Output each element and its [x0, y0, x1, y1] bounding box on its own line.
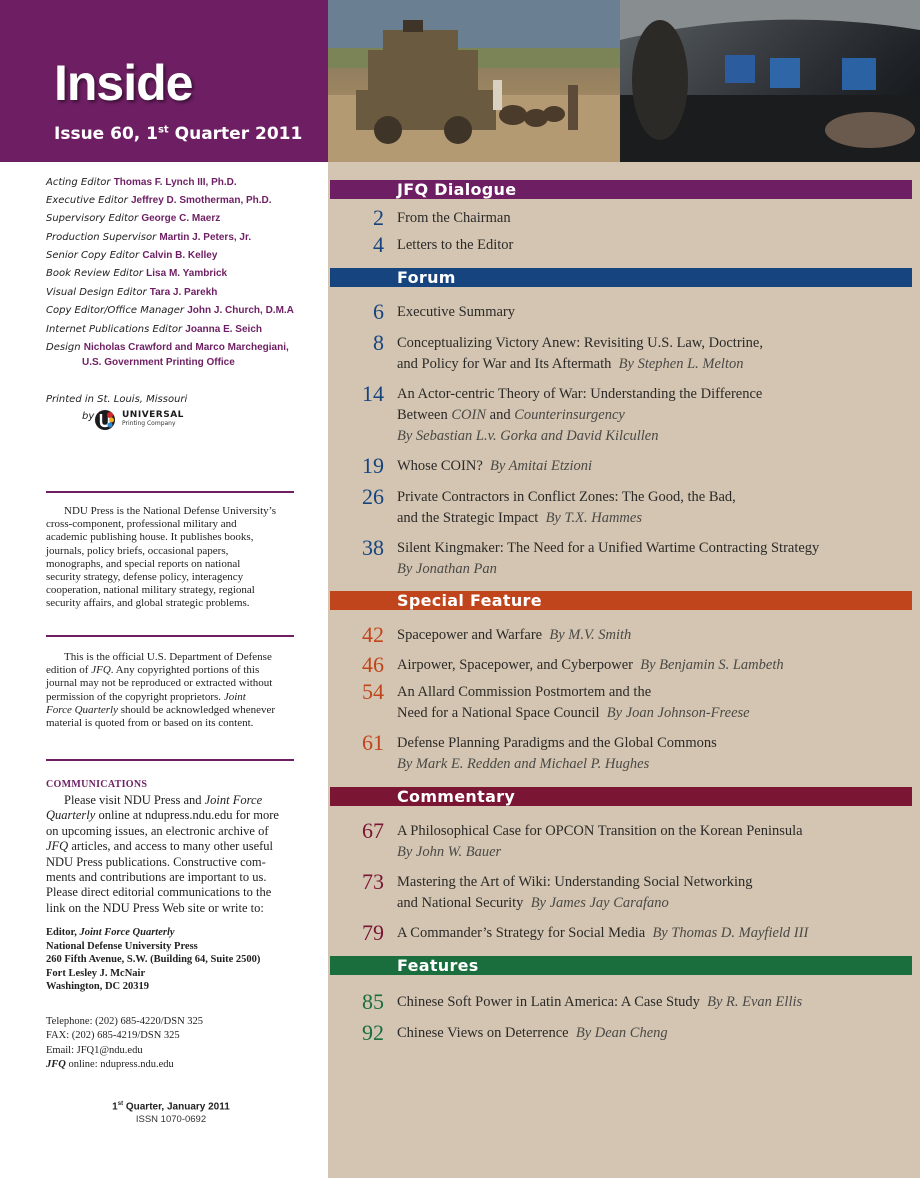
communications-heading: COMMUNICATIONS: [46, 779, 148, 790]
section-header-special-feature: Special Feature: [330, 591, 912, 610]
page-number: 38: [362, 535, 384, 560]
page-number: 8: [373, 330, 384, 355]
section-header-jfq-dialogue: JFQ Dialogue: [330, 180, 912, 199]
masthead-row: Senior Copy Editor Calvin B. Kelley: [46, 250, 218, 261]
printed-by: by: [82, 411, 95, 422]
universal-logo-icon: [94, 409, 116, 436]
page-number: 6: [373, 299, 384, 324]
toc-entry-title[interactable]: From the Chairman: [397, 210, 511, 226]
toc-entry-title-cont[interactable]: Between COIN and Counterinsurgency: [397, 407, 625, 423]
section-header-features: Features: [330, 956, 912, 975]
masthead-row: Executive Editor Jeffrey D. Smotherman, Ph.D.: [46, 195, 272, 206]
page-number: 4: [373, 232, 384, 257]
toc-entry-title-cont[interactable]: Need for a National Space Council By Joan Johnson-Freese: [397, 705, 750, 721]
page-number: 42: [362, 622, 384, 647]
logo-sub: Printing Company: [122, 420, 176, 427]
toc-entry-title[interactable]: A Philosophical Case for OPCON Transition on the Korean Peninsula: [397, 823, 803, 839]
communications-paragraph: Please visit NDU Press and Joint Force Quarterly online at ndupress.ndu.edu for more on upcoming issues, an electronic archive of JFQ articles, and access to many other useful NDU Press publications. Constructive com- ments and contributions are important to us. Please direct editorial communications to the link on the NDU Press Web site or write to:: [46, 793, 279, 915]
toc-entry-title[interactable]: Spacepower and Warfare By M.V. Smith: [397, 627, 632, 643]
toc-entry-title[interactable]: Conceptualizing Victory Anew: Revisiting U.S. Law, Doctrine,: [397, 335, 763, 351]
toc-entry-title[interactable]: Defense Planning Paradigms and the Global Commons: [397, 735, 717, 751]
toc-entry-title[interactable]: Chinese Views on Deterrence By Dean Cheng: [397, 1025, 668, 1041]
masthead-row: Supervisory Editor George C. Maerz: [46, 213, 221, 224]
toc-entry-title-cont[interactable]: and Policy for War and Its Aftermath By Stephen L. Melton: [397, 356, 744, 372]
logo-name: UNIVERSAL: [122, 410, 184, 420]
toc-entry-title[interactable]: Airpower, Spacepower, and Cyberpower By Benjamin S. Lambeth: [397, 657, 784, 673]
page-number: 2: [373, 205, 384, 230]
masthead-row-cont: U.S. Government Printing Office: [82, 357, 235, 368]
page-number: 73: [362, 869, 384, 894]
divider: [46, 491, 294, 493]
page-number: 92: [362, 1020, 384, 1045]
toc-entry-author: By Mark E. Redden and Michael P. Hughes: [397, 756, 650, 772]
about-paragraph: NDU Press is the National Defense University’s cross-component, professional military and academic publishing house. It publishes books, journals, policy briefs, occasional papers, monographs, and special reports on national security strategy, defense policy, interagency cooperation, national military strategy, regional security affairs, and global strategic problems.: [46, 505, 277, 610]
toc-entry-title[interactable]: An Actor-centric Theory of War: Understanding the Difference: [397, 386, 763, 402]
toc-entry-title[interactable]: A Commander’s Strategy for Social Media By Thomas D. Mayfield III: [397, 925, 809, 941]
masthead-row: Visual Design Editor Tara J. Parekh: [46, 287, 218, 298]
divider: [46, 635, 294, 637]
toc-entry-title-cont[interactable]: and National Security By James Jay Carafano: [397, 895, 669, 911]
photo-cockpit: [620, 0, 920, 162]
page-number: 54: [362, 679, 384, 704]
masthead-row: Book Review Editor Lisa M. Yambrick: [46, 268, 228, 279]
masthead-row: Production Supervisor Martin J. Peters, Jr.: [46, 232, 252, 243]
issn: ISSN 1070-0692: [135, 1114, 207, 1125]
page-number: 79: [362, 920, 384, 945]
toc-entry-title[interactable]: Private Contractors in Conflict Zones: The Good, the Bad,: [397, 489, 736, 505]
page-number: 14: [362, 381, 384, 406]
contact-info: Telephone: (202) 685-4220/DSN 325 FAX: (202) 685-4219/DSN 325 Email: JFQ1@ndu.edu JFQ online: ndupress.ndu.edu: [46, 1015, 203, 1073]
mailing-address: Editor, Joint Force Quarterly National Defense University Press 260 Fifth Avenue, S.W. (Building 64, Suite 2500) Fort Lesley J. McNair Washington, DC 20319: [46, 927, 261, 993]
toc-entry-title[interactable]: Mastering the Art of Wiki: Understanding Social Networking: [397, 874, 753, 890]
printed-line: Printed in St. Louis, Missouri: [46, 394, 188, 405]
toc-entry-author: By Jonathan Pan: [397, 561, 497, 577]
toc-entry-title[interactable]: Letters to the Editor: [397, 237, 514, 253]
page-number: 85: [362, 989, 384, 1014]
divider: [46, 759, 294, 761]
section-header-commentary: Commentary: [330, 787, 912, 806]
masthead-row: Internet Publications Editor Joanna E. Seich: [46, 324, 262, 335]
toc-entry-author: By John W. Bauer: [397, 844, 502, 860]
toc-entry-title[interactable]: Chinese Soft Power in Latin America: A Case Study By R. Evan Ellis: [397, 994, 803, 1010]
toc-entry-title-cont[interactable]: and the Strategic Impact By T.X. Hammes: [397, 510, 642, 526]
page-number: 19: [362, 453, 384, 478]
toc-entry-title[interactable]: Silent Kingmaker: The Need for a Unified Wartime Contracting Strategy: [397, 540, 820, 556]
official-paragraph: This is the official U.S. Department of Defense edition of JFQ. Any copyrighted portions of this journal may not be reproduced or extracted without permission of the copyright proprietors. Joint Force Quarterly should be acknowledged whenever material is quoted from or based on its content.: [46, 651, 276, 730]
page-number: 26: [362, 484, 384, 509]
page-number: 46: [362, 652, 384, 677]
issue-line: Issue 60, 1st Quarter 2011: [54, 124, 303, 144]
website-link[interactable]: JFQ online: ndupress.ndu.edu: [46, 1059, 174, 1071]
masthead-row: Acting Editor Thomas F. Lynch III, Ph.D.: [46, 177, 237, 188]
section-header-forum: Forum: [330, 268, 912, 287]
masthead-row: Copy Editor/Office Manager John J. Church, D.M.A: [46, 305, 294, 316]
issue-date: 1st Quarter, January 2011: [112, 1101, 230, 1113]
email-link[interactable]: Email: JFQ1@ndu.edu: [46, 1044, 143, 1056]
page-title: Inside: [54, 55, 193, 111]
toc-entry-author: By Sebastian L.v. Gorka and David Kilcullen: [397, 428, 659, 444]
toc-entry-title[interactable]: An Allard Commission Postmortem and the: [397, 684, 652, 700]
page-number: 67: [362, 818, 384, 843]
photo-armored-vehicle: [328, 0, 620, 162]
toc-entry-title[interactable]: Executive Summary: [397, 304, 515, 320]
masthead-row: Design Nicholas Crawford and Marco Marchegiani,: [46, 342, 289, 353]
page-number: 61: [362, 730, 384, 755]
toc-entry-title[interactable]: Whose COIN? By Amitai Etzioni: [397, 458, 593, 474]
